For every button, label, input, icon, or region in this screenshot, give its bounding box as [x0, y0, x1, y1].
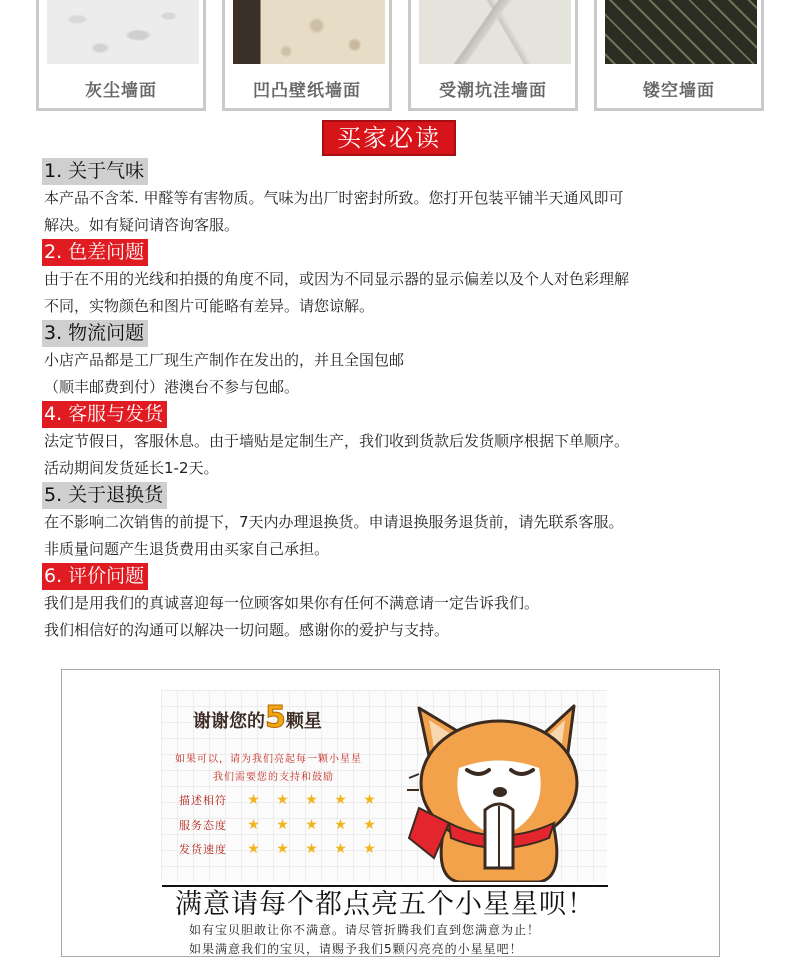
star-icon: ★ [305, 792, 318, 808]
star-icon: ★ [334, 817, 347, 833]
shiba-dog-pleading-icon [389, 698, 589, 882]
section-text: （顺丰邮费到付）港澳台不参与包邮。 [44, 378, 300, 396]
star-icon: ★ [276, 792, 289, 808]
thanks-suffix: 颗星 [285, 711, 322, 732]
section-service-shipping [42, 401, 762, 482]
section-title: 1. 关于气味 [42, 158, 148, 185]
section-returns [42, 482, 762, 563]
rating-label: 发货速度 [179, 843, 227, 856]
star-icon: ★ [334, 792, 347, 808]
star-icon: ★ [363, 817, 376, 833]
star-icon: ★ [247, 841, 260, 857]
section-logistics [42, 320, 762, 401]
dusty-wall-photo [47, 0, 199, 64]
section-smell [42, 158, 762, 239]
tile-label: 受潮坑洼墙面 [439, 81, 547, 101]
star-icon: ★ [305, 817, 318, 833]
section-color-difference [42, 239, 762, 320]
tile-dusty-wall [36, 0, 206, 111]
headline: 满意请每个都点亮五个小星星呗！ [162, 885, 608, 923]
star-icon: ★ [334, 841, 347, 857]
star-icon: ★ [363, 841, 376, 857]
wall-type-tiles [36, 0, 764, 111]
section-title: 2. 色差问题 [42, 239, 148, 266]
rating-label: 描述相符 [179, 794, 227, 807]
five-star-request-card [61, 669, 720, 957]
star-icon: ★ [276, 841, 289, 857]
damp-pitted-wall-photo [419, 0, 571, 64]
section-text: 活动期间发货延长1-2天。 [44, 459, 219, 477]
request-line-1: 如果可以，请为我们亮起每一颗小星星 [175, 754, 362, 765]
tile-embossed-wallpaper [222, 0, 392, 111]
section-text: 非质量问题产生退货费用由买家自己承担。 [44, 540, 330, 558]
tile-label: 灰尘墙面 [85, 81, 157, 101]
section-text: 由于在不用的光线和拍摄的角度不同，或因为不同显示器的显示偏差以及个人对色彩理解 [44, 270, 630, 288]
footer-line-1: 如有宝贝胆敢让你不满意。请尽管折腾我们直到您满意为止！ [189, 923, 541, 937]
thanks-heading [193, 700, 322, 735]
request-line-2: 我们需要您的支持和鼓励 [213, 772, 334, 783]
buyer-notice-banner: 买家必读 [322, 120, 456, 156]
section-text: 本产品不含苯. 甲醛等有害物质。气味为出厂时密封所致。您打开包装平铺半天通风即可 [44, 189, 624, 207]
star-icon: ★ [305, 841, 318, 857]
section-reviews [42, 563, 762, 644]
tile-damp-wall [408, 0, 578, 111]
notice-sections [42, 158, 762, 644]
footer-line-2: 如果满意我们的宝贝，请赐予我们5颗闪亮亮的小星星吧！ [189, 942, 523, 956]
thanks-number: 5 [265, 700, 286, 735]
embossed-wallpaper-photo [233, 0, 385, 64]
thanks-prefix: 谢谢您的 [193, 711, 265, 732]
hollow-wall-photo [605, 0, 757, 64]
star-icon: ★ [276, 817, 289, 833]
section-title: 3. 物流问题 [42, 320, 148, 347]
section-title: 6. 评价问题 [42, 563, 148, 590]
section-text: 在不影响二次销售的前提下，7天内办理退换货。申请退换服务退货前，请先联系客服。 [44, 513, 624, 531]
section-title: 5. 关于退换货 [42, 482, 167, 509]
section-title: 4. 客服与发货 [42, 401, 167, 428]
rating-row-service [179, 816, 384, 834]
grid-panel [161, 690, 607, 882]
star-icon: ★ [247, 792, 260, 808]
section-text: 解决。如有疑问请咨询客服。 [44, 216, 240, 234]
tile-label: 镂空墙面 [643, 81, 715, 101]
star-icon: ★ [247, 817, 260, 833]
tile-label: 凹凸壁纸墙面 [253, 81, 361, 101]
rating-row-shipping [179, 840, 384, 858]
section-text: 小店产品都是工厂现生产制作在发出的，并且全国包邮 [44, 351, 405, 369]
section-text: 我们是用我们的真诚喜迎每一位顾客如果你有任何不满意请一定告诉我们。 [44, 594, 540, 612]
rating-row-description [179, 791, 384, 809]
tile-hollow-wall [594, 0, 764, 111]
section-text: 法定节假日，客服休息。由于墙贴是定制生产，我们收到货款后发货顺序根据下单顺序。 [44, 432, 630, 450]
star-icon: ★ [363, 792, 376, 808]
rating-label: 服务态度 [179, 819, 227, 832]
section-text: 我们相信好的沟通可以解决一切问题。感谢你的爱护与支持。 [44, 621, 450, 639]
section-text: 不同，实物颜色和图片可能略有差异。请您谅解。 [44, 297, 375, 315]
